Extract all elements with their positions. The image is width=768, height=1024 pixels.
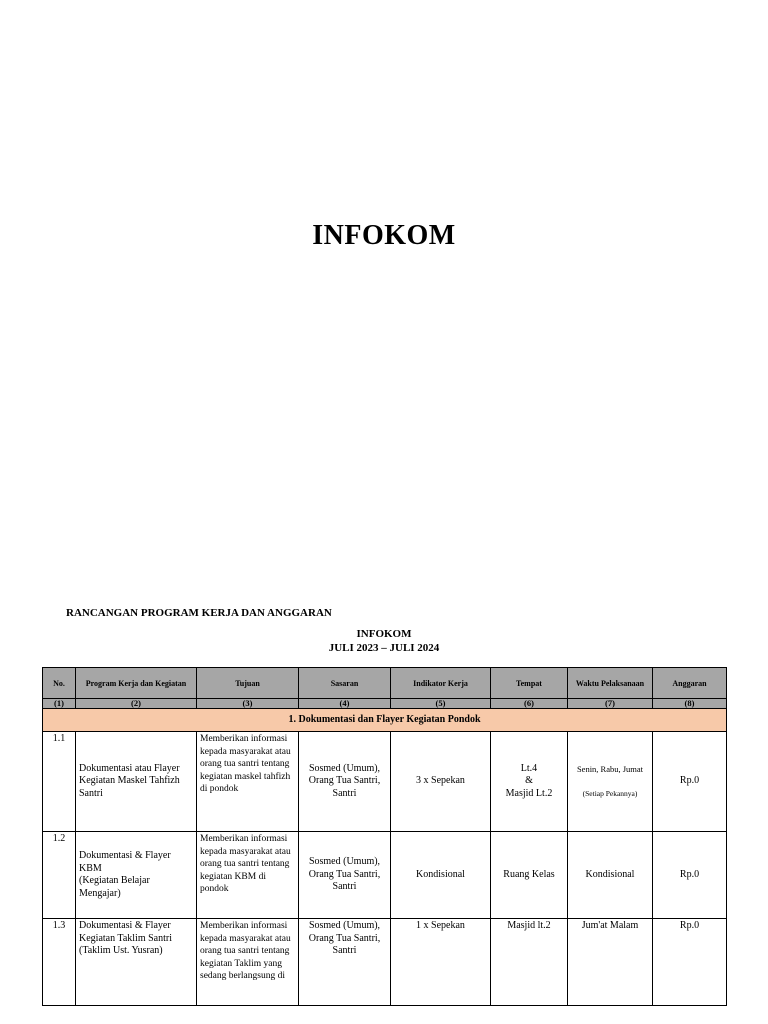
tempat-line: Lt.4: [520, 762, 538, 774]
col-number: (3): [197, 699, 299, 709]
col-number: (1): [43, 699, 76, 709]
cover-title: INFOKOM: [312, 220, 456, 251]
column-number-row: [43, 699, 727, 709]
row-sasaran: Sosmed (Umum), Orang Tua Santri, Santri: [299, 732, 391, 832]
subtitle-period: JULI 2023 – JULI 2024: [328, 642, 440, 654]
row-program: [76, 832, 197, 919]
row-program: [76, 919, 197, 1006]
row-program: Dokumentasi atau Flayer Kegiatan Maskel Tahfizh Santri: [76, 732, 197, 832]
row-sasaran: Sosmed (Umum), Orang Tua Santri, Santri: [299, 832, 391, 919]
col-number: (5): [391, 699, 491, 709]
row-anggaran: Rp.0: [653, 732, 727, 832]
program-table: [42, 667, 727, 1006]
program-line: (Taklim Ust. Yusran): [79, 945, 163, 956]
row-number: 1.3: [43, 919, 76, 1006]
row-tujuan: Memberikan informasi kepada masyarakat atau orang tua santri tentang kegiatan KBM di pondok: [197, 832, 299, 919]
row-indikator: 3 x Sepekan: [391, 732, 491, 832]
subtitle-org: INFOKOM: [356, 628, 412, 640]
table-row: [43, 832, 727, 919]
header-anggaran: Anggaran: [653, 668, 727, 699]
col-number: (7): [568, 699, 653, 709]
header-sasaran: Sasaran: [299, 668, 391, 699]
row-tempat: Ruang Kelas: [491, 832, 568, 919]
tempat-line: Masjid Lt.2: [505, 787, 553, 799]
table-row: [43, 919, 727, 1006]
waktu-days: Senin, Rabu, Jumat: [576, 764, 644, 774]
program-line: Dokumentasi & Flayer KBM: [79, 850, 171, 874]
row-indikator: 1 x Sepekan: [391, 919, 491, 1006]
row-waktu: Kondisional: [568, 832, 653, 919]
program-line: Dokumentasi & Flayer Kegiatan Taklim Santri: [79, 920, 172, 944]
header-waktu: Waktu Pelaksanaan: [568, 668, 653, 699]
header-tujuan: Tujuan: [197, 668, 299, 699]
row-anggaran: Rp.0: [653, 919, 727, 1006]
header-indikator: Indikator Kerja: [391, 668, 491, 699]
row-waktu: [568, 732, 653, 832]
row-number: 1.1: [43, 732, 76, 832]
row-tempat: Masjid lt.2: [491, 919, 568, 1006]
col-number: (4): [299, 699, 391, 709]
section-title: 1. Dokumentasi dan Flayer Kegiatan Pondok: [43, 709, 727, 732]
waktu-note: (Setiap Pekannya): [582, 788, 638, 798]
row-waktu: Jum'at Malam: [568, 919, 653, 1006]
document-heading: RANCANGAN PROGRAM KERJA DAN ANGGARAN: [66, 607, 332, 619]
table-row: [43, 732, 727, 832]
col-number: (2): [76, 699, 197, 709]
row-anggaran: Rp.0: [653, 832, 727, 919]
col-number: (8): [653, 699, 727, 709]
row-indikator: Kondisional: [391, 832, 491, 919]
col-number: (6): [491, 699, 568, 709]
header-no: No.: [43, 668, 76, 699]
table-header-row: [43, 668, 727, 699]
row-number: 1.2: [43, 832, 76, 919]
row-tujuan: Memberikan informasi kepada masyarakat atau orang tua santri tentang kegiatan Taklim yang sedang berlangsung di: [197, 919, 299, 1006]
tempat-line: &: [525, 775, 533, 787]
row-sasaran: Sosmed (Umum), Orang Tua Santri, Santri: [299, 919, 391, 1006]
header-tempat: Tempat: [491, 668, 568, 699]
header-program: Program Kerja dan Kegiatan: [76, 668, 197, 699]
row-tempat: [491, 732, 568, 832]
row-tujuan: Memberikan informasi kepada masyarakat atau orang tua santri tentang kegiatan maskel tahfizh di pondok: [197, 732, 299, 832]
program-line: (Kegiatan Belajar Mengajar): [79, 875, 150, 899]
section-row: [43, 709, 727, 732]
